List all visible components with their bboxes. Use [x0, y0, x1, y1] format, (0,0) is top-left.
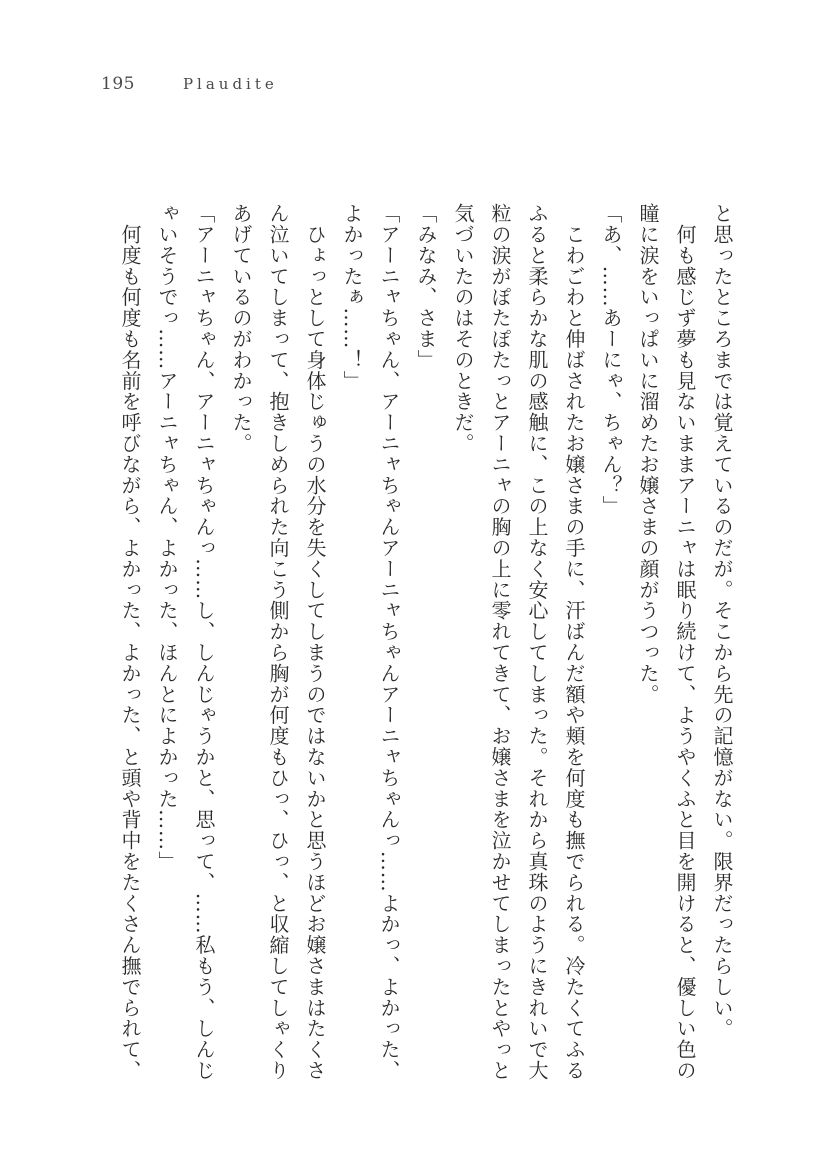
paragraph-8: 「アーニャちゃん、アーニャちゃんっ……し、しんじゃうかと、思って、……私もう、しんじゃいそうでっ……アーニャちゃん、よかった、ほんとによかった……」	[155, 203, 216, 1081]
paragraph-7: ひょっとして身体じゅうの水分を失くしてしまうのではないかと思うほどお嬢さまはたくさん泣いてしまって、抱きしめられた向こう側から胸が何度もひっ、ひっ、と収縮してしゃくりあげているのがわかった。	[229, 203, 327, 1081]
paragraph-6: 「アーニャちゃん、アーニャちゃんアーニャちゃんアーニャちゃんっ……よかっ、よかった、よかったぁ……！」	[340, 203, 401, 1081]
paragraph-4: こわごわと伸ばされたお嬢さまの手に、汗ばんだ額や頬を何度も撫でられる。冷たくてふるふると柔らかな肌の感触に、この上なく安心してしまった。それから真珠のようにきれいで大粒の涙がぽたぽたっとアーニャの胸の上に零れてきて、お嬢さまを泣かせてしまったとやっと気づいたのはそのときだ。	[451, 203, 586, 1081]
paragraph-9: 何度も何度も名前を呼びながら、よかった、よかった、と頭や背中をたくさん撫でられて、	[118, 203, 142, 1081]
paragraph-3: 「あ、……あーにゃ、ちゃん？」	[599, 203, 623, 517]
book-title: Plaudite	[182, 75, 278, 93]
paragraph-5: 「みなみ、さま」	[414, 203, 438, 371]
paragraph-1: と思ったところまでは覚えているのだが。そこから先の記憶がない。限界だったらしい。	[710, 203, 734, 1039]
paragraph-2: 何も感じず夢も見ないままアーニャは眠り続けて、ようやくふと目を開けると、優しい色の瞳に涙をいっぱいに溜めたお嬢さまの顔がうつった。	[636, 203, 697, 1081]
vertical-body-text	[111, 203, 740, 1083]
page-header	[101, 74, 278, 104]
page-number: 195	[101, 74, 135, 94]
